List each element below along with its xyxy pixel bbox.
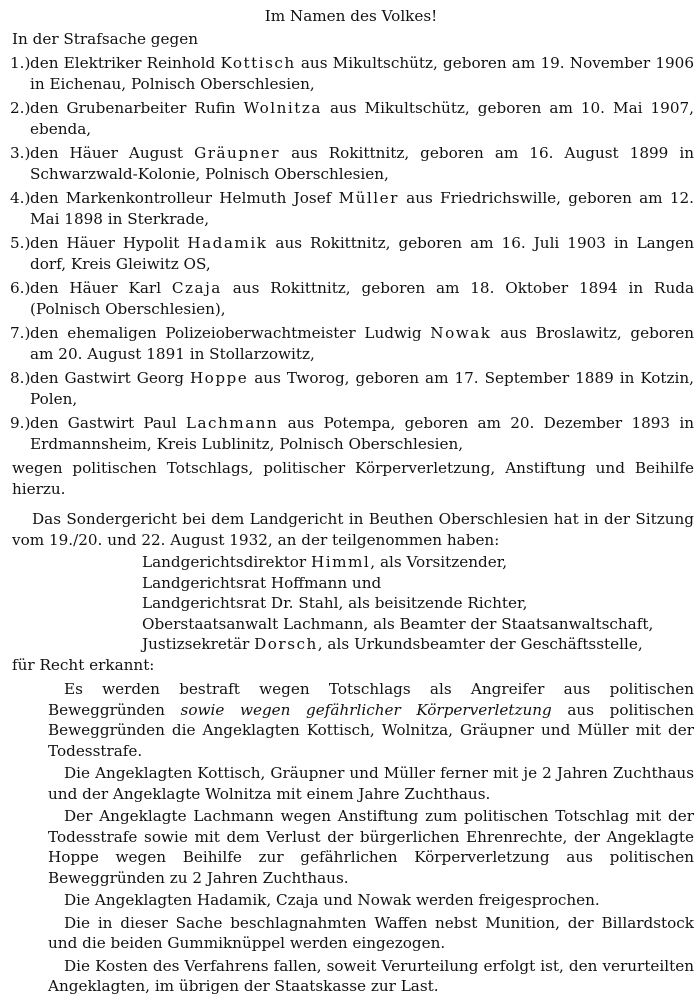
text-segment: aus Tworog, geboren am 17. September 1889 in Kotzin, Polen, (30, 369, 694, 408)
text-segment: aus Mikultschütz, geboren am 19. November 1906 in Eichenau, Polnisch Oberschlesien, (30, 54, 694, 93)
accused-entry (8, 413, 694, 454)
text-segment: Die in dieser Sache beschlagnahmten Waffen nebst Munition, der Billardstock und die beiden Gummiknüppel werden eingezogen. (48, 913, 694, 952)
text-segment: aus Rokittnitz, geboren am 16. Juli 1903 in Langen dorf, Kreis Gleiwitz OS, (30, 234, 695, 273)
text-segment: aus Broslawitz, geboren am 20. August 1891 in Stollarzowitz, (30, 324, 695, 363)
text-segment: den Gastwirt Paul (30, 414, 186, 432)
text-segment: , als Urkundsbeamter der Geschäftsstelle, (317, 635, 643, 653)
emphasized-name: Dorsch (254, 635, 318, 653)
emphasized-name: Müller (338, 189, 399, 207)
accused-number: 2.) (10, 99, 31, 117)
verdict-block (48, 679, 694, 997)
accused-entry (8, 98, 694, 139)
text-segment: den Gastwirt Georg (30, 369, 190, 387)
judge-line (142, 634, 694, 655)
accused-entry (8, 233, 694, 274)
emphasized-name: Lachmann (185, 414, 279, 432)
judge-line (142, 552, 694, 573)
text-segment: den Häuer Hypolit (30, 234, 188, 252)
accused-entry (8, 323, 694, 364)
accused-number: 3.) (10, 144, 31, 162)
text-segment: Landgerichtsrat Hoffmann und (142, 573, 382, 592)
text-segment: aus Mikultschütz, geboren am 10. Mai 1907, ebenda, (30, 99, 694, 138)
judge-line (142, 573, 694, 594)
emphasized-name: Hadamik (187, 234, 268, 252)
verdict-intro: für Recht erkannt: (12, 655, 155, 674)
accused-number: 6.) (10, 279, 31, 297)
text-segment: Die Angeklagten Hadamik, Czaja und Nowak werden freigesprochen. (64, 891, 600, 909)
text-segment (224, 701, 240, 719)
accused-number: 1.) (10, 54, 31, 72)
text-segment: den Häuer Karl (30, 279, 172, 297)
accused-number: 8.) (10, 369, 31, 387)
text-segment: , als Vorsitzender, (370, 553, 508, 571)
text-segment: den Elektriker Reinhold (30, 54, 221, 72)
accused-list (8, 53, 694, 454)
text-segment: Landgerichtsdirektor (142, 553, 312, 571)
verdict-paragraph (48, 956, 694, 997)
emphasized-name: Hoppe (189, 369, 249, 387)
text-segment: den ehemaligen Polizeioberwachtmeister Ludwig (30, 324, 431, 342)
verdict-paragraph (48, 890, 694, 911)
verdict-paragraph (48, 679, 694, 761)
text-segment: aus politischen Beweggründen die Angeklagten Kottisch, Wolnitza, Gräupner und Müller mit der Todesstrafe. (48, 700, 694, 760)
emphasized-name: Wolnitza (243, 99, 322, 117)
accused-number: 7.) (10, 324, 31, 342)
verdict-paragraph (48, 806, 694, 888)
text-segment: aus Potempa, geboren am 20. Dezember 1893 in Erdmannsheim, Kreis Lublinitz, Polnisch Oberschlesien, (30, 414, 695, 453)
text-segment: den Häuer August (30, 144, 195, 162)
judges-list (142, 552, 694, 655)
text-segment: aus Rokittnitz, geboren am 16. August 1899 in Schwarzwald-Kolonie, Polnisch Oberschlesien, (30, 144, 694, 183)
charge-text: wegen politischen Totschlags, politischer Körperverletzung, Anstiftung und Beihilfe hierzu. (12, 459, 694, 498)
accused-entry (8, 278, 694, 319)
emphasized-name: Czaja (171, 279, 222, 297)
italic-text: wegen gefährlicher Körperverletzung (239, 700, 552, 719)
accused-number: 9.) (10, 414, 31, 432)
emphasized-name: Nowak (430, 324, 492, 342)
text-segment: aus Friedrichswille, geboren am 12. Mai 1898 in Sterkrade, (30, 189, 695, 228)
accused-number: 4.) (10, 189, 31, 207)
emphasized-name: Kottisch (220, 54, 296, 72)
accused-entry (8, 53, 694, 94)
emphasized-name: Himml (311, 553, 371, 571)
text-segment: den Markenkontrolleur Helmuth Josef (30, 189, 339, 207)
text-segment: Die Angeklagten Kottisch, Gräupner und Müller ferner mit je 2 Jahren Zuchthaus und der Angeklagte Wolnitza mit einem Jahre Zuchthaus. (48, 764, 694, 803)
italic-text: sowie (180, 700, 225, 719)
intro-line: In der Strafsache gegen (12, 29, 199, 48)
text-segment: Es werden bestraft wegen Totschlags als Angreifer aus politischen Beweggründen (48, 680, 694, 719)
text-segment: Landgerichtsrat Dr. Stahl, als beisitzende Richter, (142, 594, 528, 612)
accused-number: 5.) (10, 234, 31, 252)
verdict-paragraph (48, 913, 694, 954)
text-segment: Justizsekretär (142, 635, 255, 653)
text-segment: aus Rokittnitz, geboren am 18. Oktober 1894 in Ruda (Polnisch Oberschlesien), (30, 279, 694, 318)
text-segment: Oberstaatsanwalt Lachmann, als Beamter der Staatsanwaltschaft, (142, 614, 654, 633)
verdict-paragraph (48, 763, 694, 804)
emphasized-name: Gräupner (194, 144, 281, 162)
judge-line (142, 614, 694, 635)
document-title: Im Namen des Volkes! (264, 7, 438, 25)
accused-entry (8, 368, 694, 409)
judge-line (142, 593, 694, 614)
text-segment: Die Kosten des Verfahrens fallen, soweit Verurteilung erfolgt ist, den verurteilten Angeklagten, im übrigen der Staatskasse zur Last. (48, 956, 694, 995)
text-segment: den Grubenarbeiter Rufin (30, 99, 244, 117)
court-paragraph: Das Sondergericht bei dem Landgericht in Beuthen Oberschlesien hat in der Sitzung vom 19./20. und 22. August 1932, an der teilgenommen haben: (12, 510, 694, 549)
text-segment: Der Angeklagte Lachmann wegen Anstiftung zum politischen Totschlag mit der Todesstrafe sowie mit dem Verlust der bürgerlichen Ehrenrechte, der Angeklagte Hoppe wegen Beihilfe zur gefährlichen Körperverletzung aus politischen Beweggründen zu 2 Jahren Zuchthaus. (48, 807, 694, 887)
accused-entry (8, 143, 694, 184)
accused-entry (8, 188, 694, 229)
